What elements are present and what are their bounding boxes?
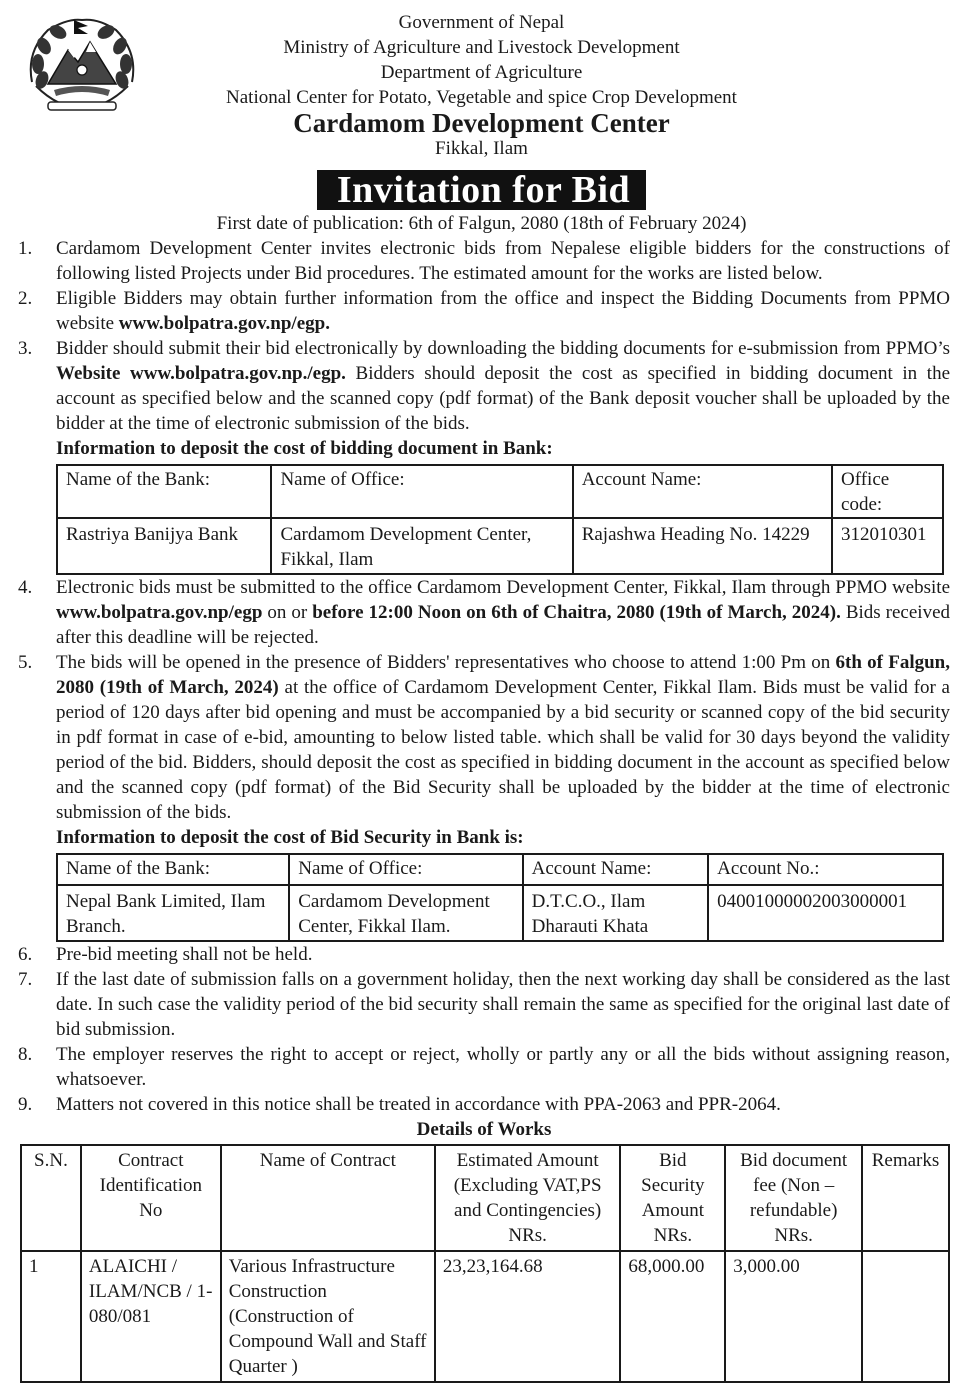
center-location: Fikkal, Ilam	[435, 138, 528, 159]
table-cell: 1	[21, 1251, 81, 1382]
page-title: Invitation for Bid	[317, 170, 646, 210]
table-cell: Rajashwa Heading No. 14229	[573, 518, 832, 574]
item-text: Pre-bid meeting shall not be held.	[56, 944, 313, 965]
table-header-row	[57, 854, 943, 885]
table-cell: 23,23,164.68	[435, 1251, 621, 1382]
table-row	[21, 1251, 949, 1382]
item-number: 5.	[18, 652, 33, 673]
center-name: Cardamom Development Center	[293, 108, 670, 138]
item-link-text: www.bolpatra.gov.np/egp.	[118, 313, 330, 334]
table-cell: Cardamom Development Center, Fikkal, Ilam	[271, 518, 572, 574]
table-header-cell: Contract Identification No	[81, 1145, 221, 1251]
list-item	[18, 1092, 950, 1117]
item-number: 4.	[18, 577, 33, 598]
table-header-cell: Remarks	[862, 1145, 949, 1251]
item-text: on or	[262, 602, 313, 623]
table-cell: 68,000.00	[620, 1251, 725, 1382]
item-text: The bids will be opened in the presence of Bidders' representatives who choose to attend 1:00 Pm on	[56, 652, 836, 673]
doc-cost-heading: Information to deposit the cost of bidding document in Bank:	[56, 438, 553, 459]
table-cell: Various Infrastructure Construction (Construction of Compound Wall and Staff Quarter )	[221, 1251, 435, 1382]
table-header-cell: Name of the Bank:	[57, 854, 289, 885]
table-cell: Rastriya Banijya Bank	[57, 518, 271, 574]
item-text: The employer reserves the right to accept or reject, wholly or partly any or all the bids without assigning reason, whatsoever.	[56, 1044, 950, 1090]
table-header-cell: Name of Contract	[221, 1145, 435, 1251]
table-row	[57, 518, 943, 574]
header	[0, 10, 963, 162]
table-header-cell: Name of the Bank:	[57, 465, 271, 518]
header-line-national-center: National Center for Potato, Vegetable and spice Crop Development	[226, 87, 737, 108]
item-link-text: www.bolpatra.gov.np/egp	[56, 602, 263, 623]
list-item	[18, 1042, 950, 1092]
item-opening-date: 6th of Falgun, 2080 (19th of March, 2024)	[56, 652, 950, 698]
table-header-cell: Bid document fee (Non – refundable) NRs.	[725, 1145, 862, 1251]
header-line-ministry: Ministry of Agriculture and Livestock Development	[283, 37, 680, 58]
item-text: Electronic bids must be submitted to the office Cardamom Development Center, Fikkal, Ilam through PPMO website	[56, 577, 950, 598]
table-cell: ALAICHI / ILAM/NCB / 1-080/081	[81, 1251, 221, 1382]
list-item	[18, 286, 950, 336]
bid-security-table	[56, 853, 944, 942]
list-item	[18, 650, 950, 825]
table-header-cell: Office code:	[832, 465, 943, 518]
item-text: Bidder should submit their bid electronically by downloading the bidding documents for e-submission from PPMO’s	[56, 338, 950, 359]
title-wrap	[0, 170, 963, 210]
table-header-cell: Estimated Amount (Excluding VAT,PS and Contingencies) NRs.	[435, 1145, 621, 1251]
item-number: 6.	[18, 944, 33, 965]
list-item	[18, 967, 950, 1042]
notice-body	[18, 236, 950, 1383]
table-cell: 3,000.00	[725, 1251, 862, 1382]
table-header-row	[57, 465, 943, 518]
works-table	[20, 1144, 950, 1383]
table-cell: Nepal Bank Limited, Ilam Branch.	[57, 885, 289, 941]
list-item	[18, 336, 950, 436]
publication-date: First date of publication: 6th of Falgun, 2080 (18th of February 2024)	[216, 213, 747, 234]
item-text: Eligible Bidders may obtain further information from the office and inspect the Bidding Documents from PPMO website	[56, 288, 950, 334]
table-header-row	[21, 1145, 949, 1251]
item-link-text: Website www.bolpatra.gov.np./egp.	[56, 363, 346, 384]
table-cell: 312010301	[832, 518, 943, 574]
item-number: 3.	[18, 338, 33, 359]
table-cell: Cardamom Development Center, Fikkal Ilam.	[289, 885, 522, 941]
works-heading: Details of Works	[416, 1119, 552, 1140]
table-header-cell: Bid Security Amount NRs.	[620, 1145, 725, 1251]
bid-security-heading: Information to deposit the cost of Bid Security in Bank is:	[56, 827, 524, 848]
item-number: 8.	[18, 1044, 33, 1065]
item-number: 1.	[18, 238, 33, 259]
table-header-cell: Account No.:	[708, 854, 943, 885]
item-text: Cardamom Development Center invites electronic bids from Nepalese eligible bidders for the constructions of following listed Projects under Bid procedures. The estimated amount for the works are listed below.	[56, 238, 950, 284]
doc-cost-table	[56, 464, 944, 575]
table-header-cell: S.N.	[21, 1145, 81, 1251]
table-header-cell: Name of Office:	[289, 854, 522, 885]
item-text: at the office of Cardamom Development Center, Fikkal Ilam. Bids must be valid for a period of 120 days after bid opening and must be accompanied by a bid security or scanned copy of the bid security in pdf format in case of e-bid, amounting to below listed table. which shall be valid for 30 days beyond the validity period of the bid. Bidders, should deposit the cost as specified in bidding document in the account as specified below and the scanned copy (pdf format) of the Bid Security shall be uploaded by the bidder at the time of electronic submission of the bids.	[56, 677, 950, 823]
table-header-cell: Account Name:	[573, 465, 832, 518]
header-line-department: Department of Agriculture	[380, 62, 583, 83]
header-line-government: Government of Nepal	[398, 12, 565, 33]
item-number: 9.	[18, 1094, 33, 1115]
item-deadline: before 12:00 Noon on 6th of Chaitra, 2080 (19th of March, 2024).	[312, 602, 841, 623]
list-item	[18, 575, 950, 650]
item-text: If the last date of submission falls on a government holiday, then the next working day shall be considered as the last date. In such case the validity period of the bid security shall remain the same as specified for the original last date of bid submission.	[56, 969, 950, 1040]
item-text: Bids received after this deadline will be rejected.	[56, 602, 951, 648]
list-item	[18, 236, 950, 286]
table-cell	[862, 1251, 949, 1382]
table-row	[57, 885, 943, 941]
item-number: 7.	[18, 969, 33, 990]
item-text: Matters not covered in this notice shall be treated in accordance with PPA-2063 and PPR-2064.	[56, 1094, 781, 1115]
item-number: 2.	[18, 288, 33, 309]
table-header-cell: Name of Office:	[271, 465, 572, 518]
item-text: Bidders should deposit the cost as specified in bidding document in the account as specified below and the scanned copy (pdf format) of the Bank deposit voucher shall be uploaded by the bidder at the time of electronic submission of the bids.	[56, 363, 951, 434]
list-item	[18, 942, 950, 967]
table-cell: 04001000002003000001	[708, 885, 943, 941]
table-cell: D.T.C.O., Ilam Dharauti Khata	[523, 885, 709, 941]
table-header-cell: Account Name:	[523, 854, 709, 885]
